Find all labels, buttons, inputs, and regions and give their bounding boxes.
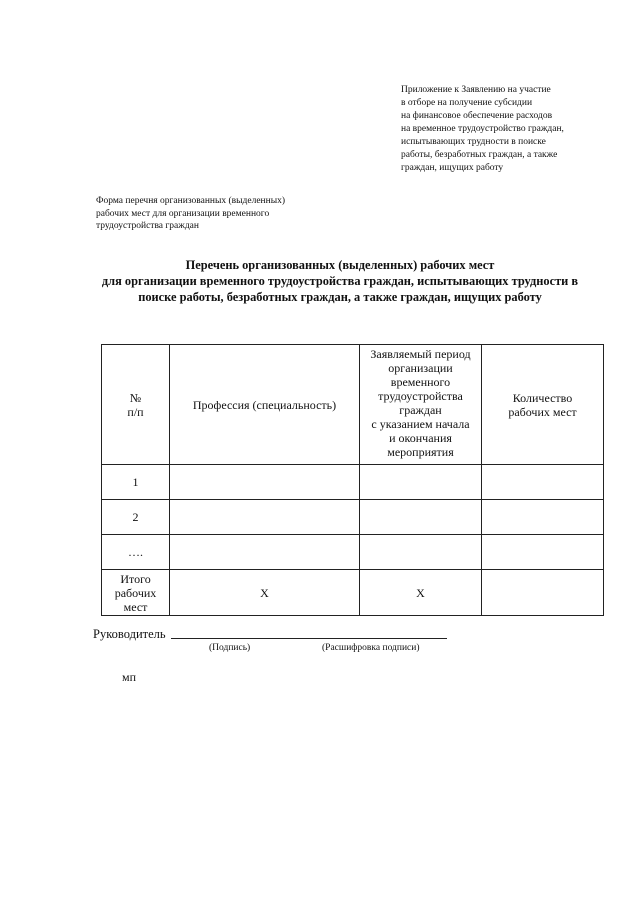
row-count xyxy=(482,535,604,570)
row-count xyxy=(482,465,604,500)
header-number: № п/п xyxy=(102,345,170,465)
document-title: Перечень организованных (выделенных) рабочих мест для организации временного трудоустройства граждан, испытывающих трудности в поиске работы, безработных граждан, а также граждан, ищущих работу xyxy=(101,258,579,304)
workplaces-table xyxy=(101,344,604,616)
appendix-note: Приложение к Заявлению на участие в отборе на получение субсидии на финансовое обеспечение расходов на временное трудоустройство граждан, испытывающих трудности в поиске работы, безработных граждан, а также граждан, ищущих работу xyxy=(401,85,564,173)
row-period xyxy=(360,500,482,535)
table-row xyxy=(102,465,604,500)
row-number: 2 xyxy=(102,500,170,535)
row-period xyxy=(360,535,482,570)
row-profession xyxy=(170,465,360,500)
table-total-row xyxy=(102,570,604,616)
stamp-place: мп xyxy=(122,670,137,684)
header-profession: Профессия (специальность) xyxy=(170,345,360,465)
row-profession xyxy=(170,500,360,535)
table-header-row xyxy=(102,345,604,465)
row-period xyxy=(360,465,482,500)
total-period-mark: Х xyxy=(360,570,482,616)
row-profession xyxy=(170,535,360,570)
table-row xyxy=(102,500,604,535)
header-count: Количество рабочих мест xyxy=(482,345,604,465)
form-note: Форма перечня организованных (выделенных) рабочих мест для организации временного трудоустройства граждан xyxy=(96,196,286,231)
signer-label: Руководитель xyxy=(93,627,166,641)
total-label: Итого рабочих мест xyxy=(102,570,170,616)
signature-decode-hint: (Расшифровка подписи) xyxy=(322,643,420,653)
row-number: 1 xyxy=(102,465,170,500)
total-profession-mark: Х xyxy=(170,570,360,616)
table-row xyxy=(102,535,604,570)
signature-hint: (Подпись) xyxy=(209,643,251,653)
signature-line xyxy=(171,638,447,639)
row-number: …. xyxy=(102,535,170,570)
total-count xyxy=(482,570,604,616)
row-count xyxy=(482,500,604,535)
header-period: Заявляемый период организации временного трудоустройства граждан с указанием начала и окончания мероприятия xyxy=(360,345,482,465)
